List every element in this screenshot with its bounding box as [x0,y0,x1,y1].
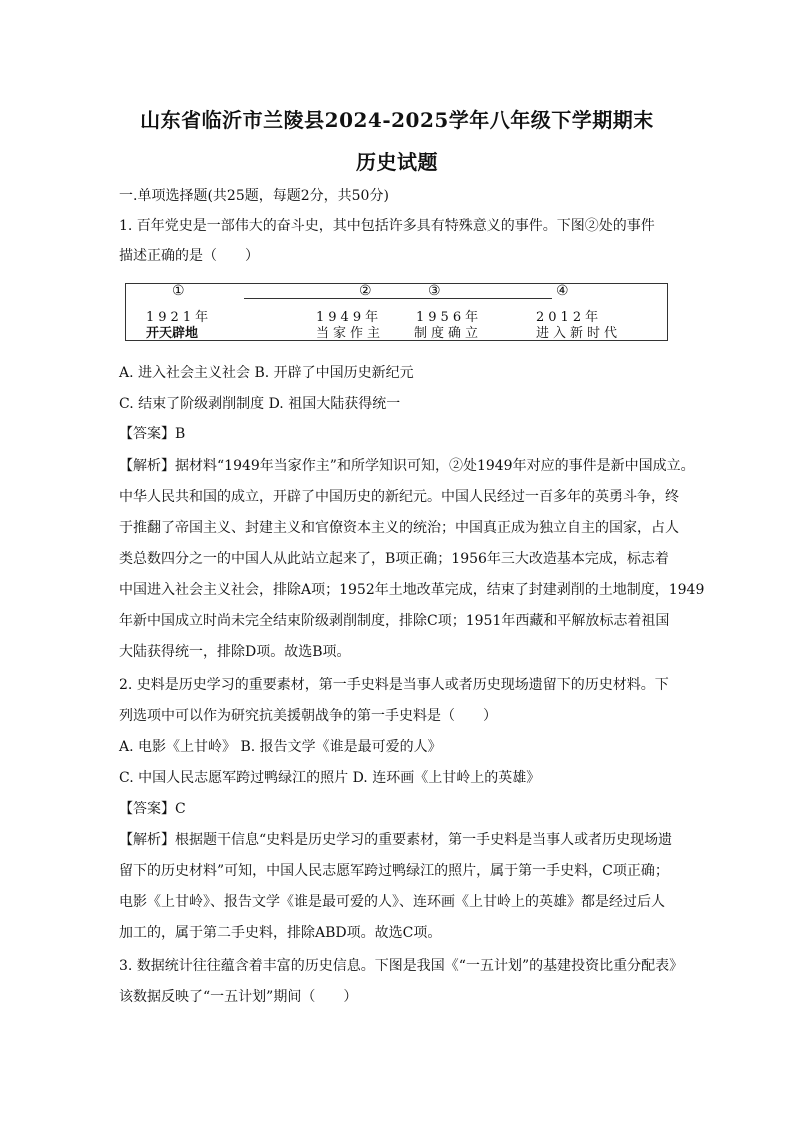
q1-analysis-line: 年新中国成立时尚未完全结束阶级剥削制度，排除C项；1951年西藏和平解放标志着祖国 [119,613,670,629]
timeline-year-2: 1949年 [316,310,383,325]
q1-analysis-line: 类总数四分之一的中国人从此站立起来了，B项正确；1956年三大改造基本完成，标志着 [119,551,669,567]
q2-options-cd: C. 中国人民志愿军跨过鸭绿江的照片 D. 连环画《上甘岭上的英雄》 [119,770,541,786]
q1-analysis-line: 大陆获得统一，排除D项。故选B项。 [119,644,351,660]
q2-stem-line1: 2. 史料是历史学习的重要素材，第一手史料是当事人或者历史现场遗留下的历史材料。下 [119,677,669,693]
q3-stem-line1: 3. 数据统计往往蕴含着丰富的历史信息。下图是我国《“一五计划”的基建投资比重分配表》 [119,958,684,974]
q1-analysis-line: 中国进入社会主义社会，排除A项；1952年土地改革完成，结束了封建剥削的土地制度，1949 [119,582,705,598]
q1-stem-line1: 1. 百年党史是一部伟大的奋斗史，其中包括许多具有特殊意义的事件。下图②处的事件 [119,218,655,234]
q1-options-ab: A. 进入社会主义社会 B. 开辟了中国历史新纪元 [119,365,414,381]
q1-options-cd: C. 结束了阶级剥削制度 D. 祖国大陆获得统一 [119,396,401,412]
q1-stem-line2: 描述正确的是（ ） [119,248,259,264]
timeline-label-2: 当家作主 [316,326,385,341]
section-heading: 一.单项选择题(共25题，每题2分，共50分) [119,188,389,204]
q1-timeline-figure [125,283,668,341]
q1-answer: 【答案】B [119,426,186,442]
q2-options-ab: A. 电影《上甘岭》 B. 报告文学《谁是最可爱的人》 [119,739,442,755]
timeline-marker-4: ④ [556,283,569,299]
timeline-label-1: 开天辟地 [146,326,199,341]
timeline-marker-2: ② [359,283,372,299]
exam-title: 山东省临沂市兰陵县2024-2025学年八年级下学期期末 [140,108,654,132]
q2-analysis-line: 加工的，属于第二手史料，排除ABD项。故选C项。 [119,925,442,941]
q2-analysis-line: 【解析】根据题干信息“史料是历史学习的重要素材，第一手史料是当事人或者历史现场遗 [119,832,673,848]
q2-analysis-line: 电影《上甘岭》、报告文学《谁是最可爱的人》、连环画《上甘岭上的英雄》都是经过后人 [119,894,665,910]
q1-analysis-line: 中华人民共和国的成立，开辟了中国历史的新纪元。中国人民经过一百多年的英勇斗争，终 [119,489,679,505]
timeline-year-1: 1921年 [146,310,213,325]
timeline-label-4: 进入新时代 [536,326,622,341]
timeline-year-4: 2012年 [536,310,603,325]
timeline-line [244,298,552,299]
q3-stem-line2: 该数据反映了“一五计划”期间（ ） [119,989,358,1005]
timeline-marker-3: ③ [428,283,441,299]
q1-analysis-line: 【解析】据材料“1949年当家作主”和所学知识可知，②处1949年对应的事件是新中国成立。 [119,458,695,474]
q2-stem-line2: 列选项中可以作为研究抗美援朝战争的第一手史料是（ ） [119,708,497,724]
exam-subject: 历史试题 [356,150,438,174]
q2-answer: 【答案】C [119,801,186,817]
timeline-label-3: 制度确立 [414,326,483,341]
timeline-year-3: 1956年 [416,310,483,325]
timeline-marker-1: ① [172,283,185,299]
q1-analysis-line: 于推翻了帝国主义、封建主义和官僚资本主义的统治；中国真正成为独立自主的国家，占人 [119,520,679,536]
q2-analysis-line: 留下的历史材料”可知，中国人民志愿军跨过鸭绿江的照片，属于第一手史料，C项正确； [119,863,669,879]
